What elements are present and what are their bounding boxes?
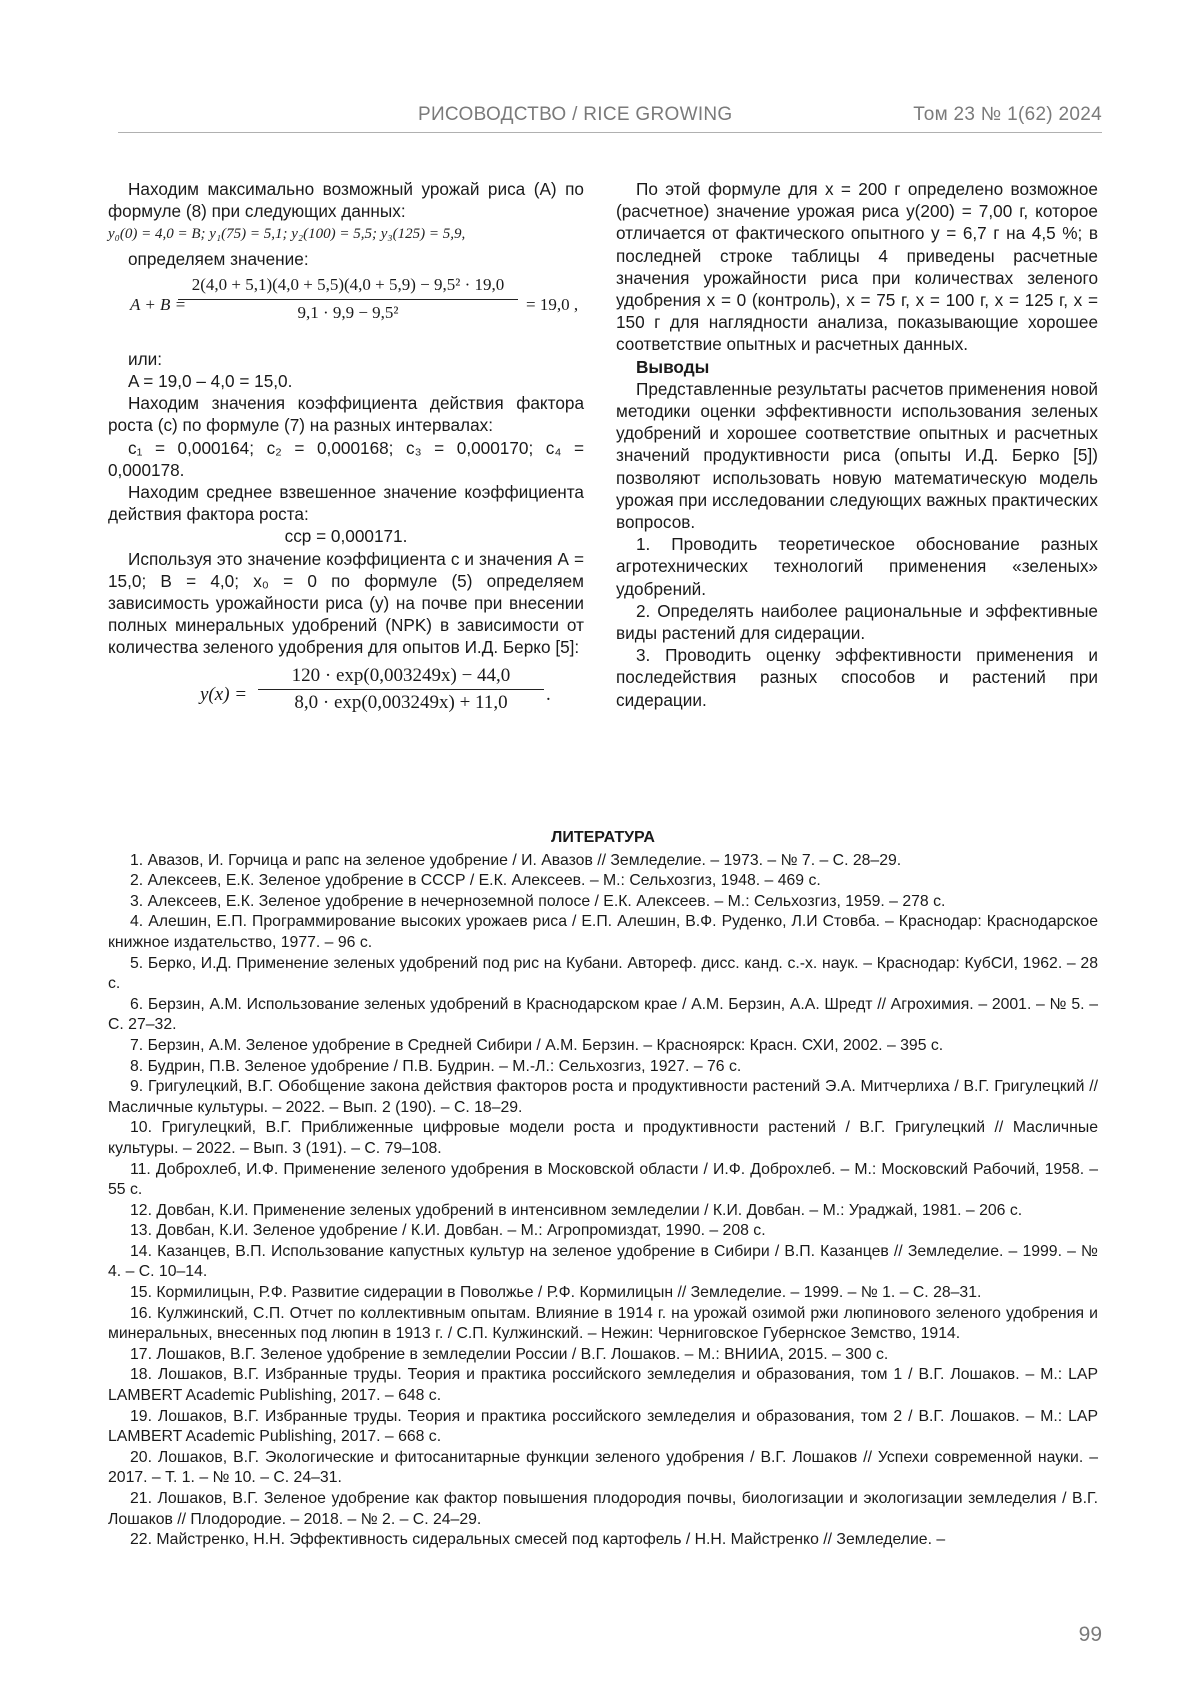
volume-issue: Том 23 № 1(62) 2024	[913, 104, 1102, 126]
formula-yield	[108, 665, 584, 729]
formula-lhs: y(x) =	[200, 684, 247, 706]
reference-item: 11. Доброхлеб, И.Ф. Применение зеленого удобрения в Московской области / И.Ф. Доброхлеб. – М.: Московский Рабочий, 1958. – 55 с.	[108, 1160, 1098, 1201]
reference-item: 12. Довбан, К.И. Применение зеленых удобрений в интенсивном земледелии / К.И. Довбан. – М.: Ураджай, 1981. – 206 с.	[108, 1201, 1098, 1222]
formula-denominator: 8,0 · exp(0,003249x) + 11,0	[258, 690, 544, 714]
references-section	[108, 828, 1098, 1551]
journal-title: РИСОВОДСТВО / RICE GROWING	[418, 104, 733, 126]
reference-item: 5. Берко, И.Д. Применение зеленых удобрений под рис на Кубани. Автореф. дисс. канд. с.-х. наук. – Краснодар: КубСИ, 1962. – 28 с.	[108, 954, 1098, 995]
formula-result: = 19,0 ,	[526, 294, 578, 316]
reference-item: 18. Лошаков, В.Г. Избранные труды. Теория и практика российского земледелия и образования, том 1 / В.Г. Лошаков. – М.: LAP LAMBERT Academic Publishing, 2017. – 648 с.	[108, 1365, 1098, 1406]
reference-item: 4. Алешин, Е.П. Программирование высоких урожаев риса / Е.П. Алешин, В.Ф. Руденко, Л.И Стовба. – Краснодар: Краснодарское книжное издательство, 1977. – 96 с.	[108, 912, 1098, 953]
paragraph: По этой формуле для x = 200 г определено возможное (расчетное) значение урожая риса y(200) = 7,00 г, которое отличается от фактического опытного y = 6,7 г на 4,5 %; в последней строке таблицы 4 приведены расчетные значения урожайности риса при количествах зеленого удобрения x = 0 (контроль), x = 75 г, x = 100 г, x = 125 г, x = 150 г для наглядности анализа, показывающие хорошее соответствие опытных и расчетных данных.	[616, 178, 1098, 356]
coefficients: c₁ = 0,000164; c₂ = 0,000168; c₃ = 0,000170; c₄ = 0,000178.	[108, 437, 584, 481]
paragraph: Находим максимально возможный урожай риса (А) по формуле (8) при следующих данных:	[108, 178, 584, 222]
conclusion-item: 1. Проводить теоретическое обоснование разных агротехнических технологий применения «зеленых» удобрений.	[616, 533, 1098, 600]
formula-period: .	[546, 684, 551, 706]
paragraph: Представленные результаты расчетов применения новой методики оценки эффективности использования зеленых удобрений и хорошее соответствие опытных и расчетных значений продуктивности риса (опыты И.Д. Берко [5]) позволяют использовать новую математическую модель урожая при исследовании следующих важных практических вопросов.	[616, 378, 1098, 533]
formula-denominator: 9,1 · 9,9 − 9,5²	[178, 300, 518, 324]
paragraph: определяем значение:	[108, 248, 584, 270]
reference-item: 1. Авазов, И. Горчица и рапс на зеленое удобрение / И. Авазов // Земледелие. – 1973. – № 7. – С. 28–29.	[108, 851, 1098, 872]
reference-item: 20. Лошаков, В.Г. Экологические и фитосанитарные функции зеленого удобрения / В.Г. Лошаков // Успехи современной науки. – 2017. – Т. 1. – № 10. – С. 24–31.	[108, 1448, 1098, 1489]
reference-item: 8. Будрин, П.В. Зеленое удобрение / П.В. Будрин. – М.-Л.: Сельхозгиз, 1927. – 76 с.	[108, 1057, 1098, 1078]
paragraph: Находим среднее взвешенное значение коэффициента действия фактора роста:	[108, 481, 584, 525]
reference-item: 19. Лошаков, В.Г. Избранные труды. Теория и практика российского земледелия и образования, том 2 / В.Г. Лошаков. – М.: LAP LAMBERT Academic Publishing, 2017. – 668 с.	[108, 1407, 1098, 1448]
reference-item: 9. Григулецкий, В.Г. Обобщение закона действия факторов роста и продуктивности растений Э.А. Митчерлиха / В.Г. Григулецкий // Масличные культуры. – 2022. – Вып. 2 (190). – С. 18–29.	[108, 1077, 1098, 1118]
paragraph: A = 19,0 – 4,0 = 15,0.	[108, 370, 584, 392]
reference-item: 3. Алексеев, Е.К. Зеленое удобрение в нечерноземной полосе / Е.К. Алексеев. – М.: Сельхозгиз, 1959. – 278 с.	[108, 892, 1098, 913]
header-rule	[118, 132, 1102, 133]
formula-lhs: A + B =	[130, 294, 186, 316]
reference-item: 7. Берзин, А.М. Зеленое удобрение в Средней Сибири / А.М. Берзин. – Красноярск: Красн. СХИ, 2002. – 395 с.	[108, 1036, 1098, 1057]
reference-item: 16. Кулжинский, С.П. Отчет по коллективным опытам. Влияние в 1914 г. на урожай озимой ржи люпинового зеленого удобрения и минеральных, внесенных под люпин в 1913 г. / С.П. Кулжинский. – Нежин: Черниговское Губернское Земство, 1914.	[108, 1304, 1098, 1345]
reference-item: 21. Лошаков, В.Г. Зеленое удобрение как фактор повышения плодородия почвы, биологизации и экологизации земледелия / В.Г. Лошаков // Плодородие. – 2018. – № 2. – С. 24–29.	[108, 1489, 1098, 1530]
formula-a-plus-b	[108, 274, 584, 340]
section-heading: Выводы	[616, 356, 1098, 378]
formula-fraction	[178, 274, 518, 324]
paragraph: Находим значения коэффициента действия фактора роста (с) по формуле (7) на разных интервалах:	[108, 392, 584, 436]
formula-numerator: 120 · exp(0,003249x) − 44,0	[258, 665, 544, 690]
formula-fraction	[258, 665, 544, 714]
formula-numerator: 2(4,0 + 5,1)(4,0 + 5,5)(4,0 + 5,9) − 9,5² · 19,0	[178, 274, 518, 300]
conclusion-item: 3. Проводить оценку эффективности применения и последействия разных способов и растений при сидерации.	[616, 644, 1098, 711]
data-values-line: y₀(0) = 4,0 = B; y₁(75) = 5,1; y₂(100) = 5,5; y₃(125) = 5,9,	[108, 223, 584, 245]
running-header	[118, 100, 1102, 130]
reference-item: 15. Кормилицын, Р.Ф. Развитие сидерации в Поволжье / Р.Ф. Кормилицын // Земледелие. – 1999. – № 1. – С. 28–31.	[108, 1283, 1098, 1304]
average-coefficient: cср = 0,000171.	[108, 525, 584, 547]
reference-item: 6. Берзин, А.М. Использование зеленых удобрений в Краснодарском крае / А.М. Берзин, А.А. Шредт // Агрохимия. – 2001. – № 5. – С. 27–32.	[108, 995, 1098, 1036]
references-title: ЛИТЕРАТУРА	[108, 828, 1098, 849]
page-number: 99	[1079, 1623, 1102, 1647]
reference-item: 22. Майстренко, Н.Н. Эффективность сидеральных смесей под картофель / Н.Н. Майстренко // Земледелие. –	[108, 1530, 1098, 1551]
right-column	[616, 178, 1098, 711]
paragraph: или:	[108, 348, 584, 370]
references-list	[108, 851, 1098, 1551]
conclusion-item: 2. Определять наиболее рациональные и эффективные виды растений для сидерации.	[616, 600, 1098, 644]
paragraph: Используя это значение коэффициента с и значения А = 15,0; В = 4,0; x₀ = 0 по формуле (5) определяем зависимость урожайности риса (у) на почве при внесении полных минеральных удобрений (NPK) в зависимости от количества зеленого удобрения для опытов И.Д. Берко [5]:	[108, 548, 584, 659]
reference-item: 13. Довбан, К.И. Зеленое удобрение / К.И. Довбан. – М.: Агропромиздат, 1990. – 208 с.	[108, 1221, 1098, 1242]
left-column	[108, 178, 584, 729]
reference-item: 10. Григулецкий, В.Г. Приближенные цифровые модели роста и продуктивности растений / В.Г. Григулецкий // Масличные культуры. – 2022. – Вып. 3 (191). – С. 79–108.	[108, 1118, 1098, 1159]
reference-item: 17. Лошаков, В.Г. Зеленое удобрение в земледелии России / В.Г. Лошаков. – М.: ВНИИА, 2015. – 300 с.	[108, 1345, 1098, 1366]
reference-item: 14. Казанцев, В.П. Использование капустных культур на зеленое удобрение в Сибири / В.П. Казанцев // Земледелие. – 1999. – № 4. – С. 10–14.	[108, 1242, 1098, 1283]
reference-item: 2. Алексеев, Е.К. Зеленое удобрение в СССР / Е.К. Алексеев. – М.: Сельхозгиз, 1948. – 469 с.	[108, 871, 1098, 892]
